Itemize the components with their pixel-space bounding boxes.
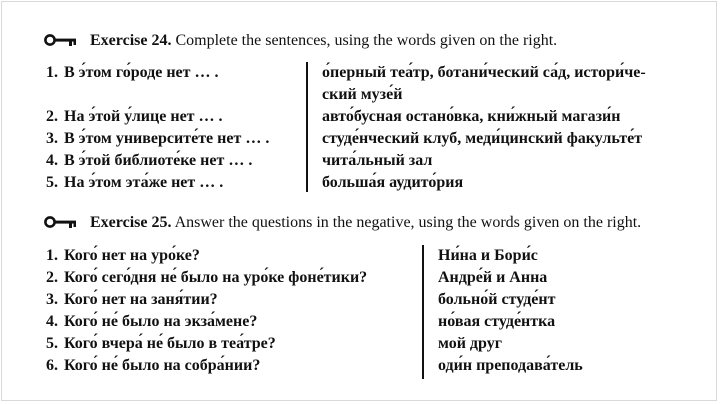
answer-words: ский музе́й: [322, 86, 403, 103]
answer-words: чита́льный зал: [322, 152, 433, 169]
answer-words: но́вая студе́нтка: [438, 313, 556, 330]
answer-words: оди́н преподава́тель: [438, 357, 583, 374]
column-divider: [306, 62, 308, 192]
answer-words: Андре́й и Анна: [438, 269, 548, 286]
answer-words: мой друг: [438, 335, 502, 352]
question: Кого́ нет на заня́тии?: [64, 291, 218, 308]
answer-words: авто́бусная остано́вка, кни́жный магази́н: [322, 108, 621, 125]
column-divider: [422, 245, 424, 379]
answer-words: Ни́на и Бори́с: [438, 247, 538, 264]
question: Кого́ вчера́ не́ было в теа́тре?: [64, 335, 276, 352]
sentence: В э́том университе́те нет … .: [64, 130, 270, 147]
sentence: На э́том эта́же нет … .: [64, 174, 224, 191]
sentence: В э́той библиоте́ке нет … .: [64, 152, 253, 169]
sentence: В э́том го́роде нет … .: [64, 64, 219, 81]
question: Кого́ нет на уро́ке?: [64, 247, 200, 264]
answer-words: больно́й студе́нт: [438, 291, 556, 308]
exercise-24-title: Exercise 24. Complete the sentences, using the words given on the right.: [90, 32, 558, 49]
question: Кого́ не́ было на экза́мене?: [64, 313, 258, 330]
question: Кого́ сего́дня не́ было на уро́ке фоне́тики?: [64, 269, 368, 286]
key-icon: [44, 33, 78, 47]
question: Кого́ не́ было на собра́нии?: [64, 357, 261, 374]
sentence: На э́той у́лице нет … .: [64, 108, 223, 125]
key-icon: [44, 215, 78, 229]
answer-words: студе́нческий клуб, меди́цинский факульте́т: [322, 130, 643, 147]
answer-words: больша́я аудито́рия: [322, 174, 464, 191]
answer-words: о́перный теа́тр, ботани́ческий са́д, истори́че-: [322, 64, 646, 81]
exercise-25-title: Exercise 25. Answer the questions in the negative, using the words given on the right.: [90, 214, 642, 231]
